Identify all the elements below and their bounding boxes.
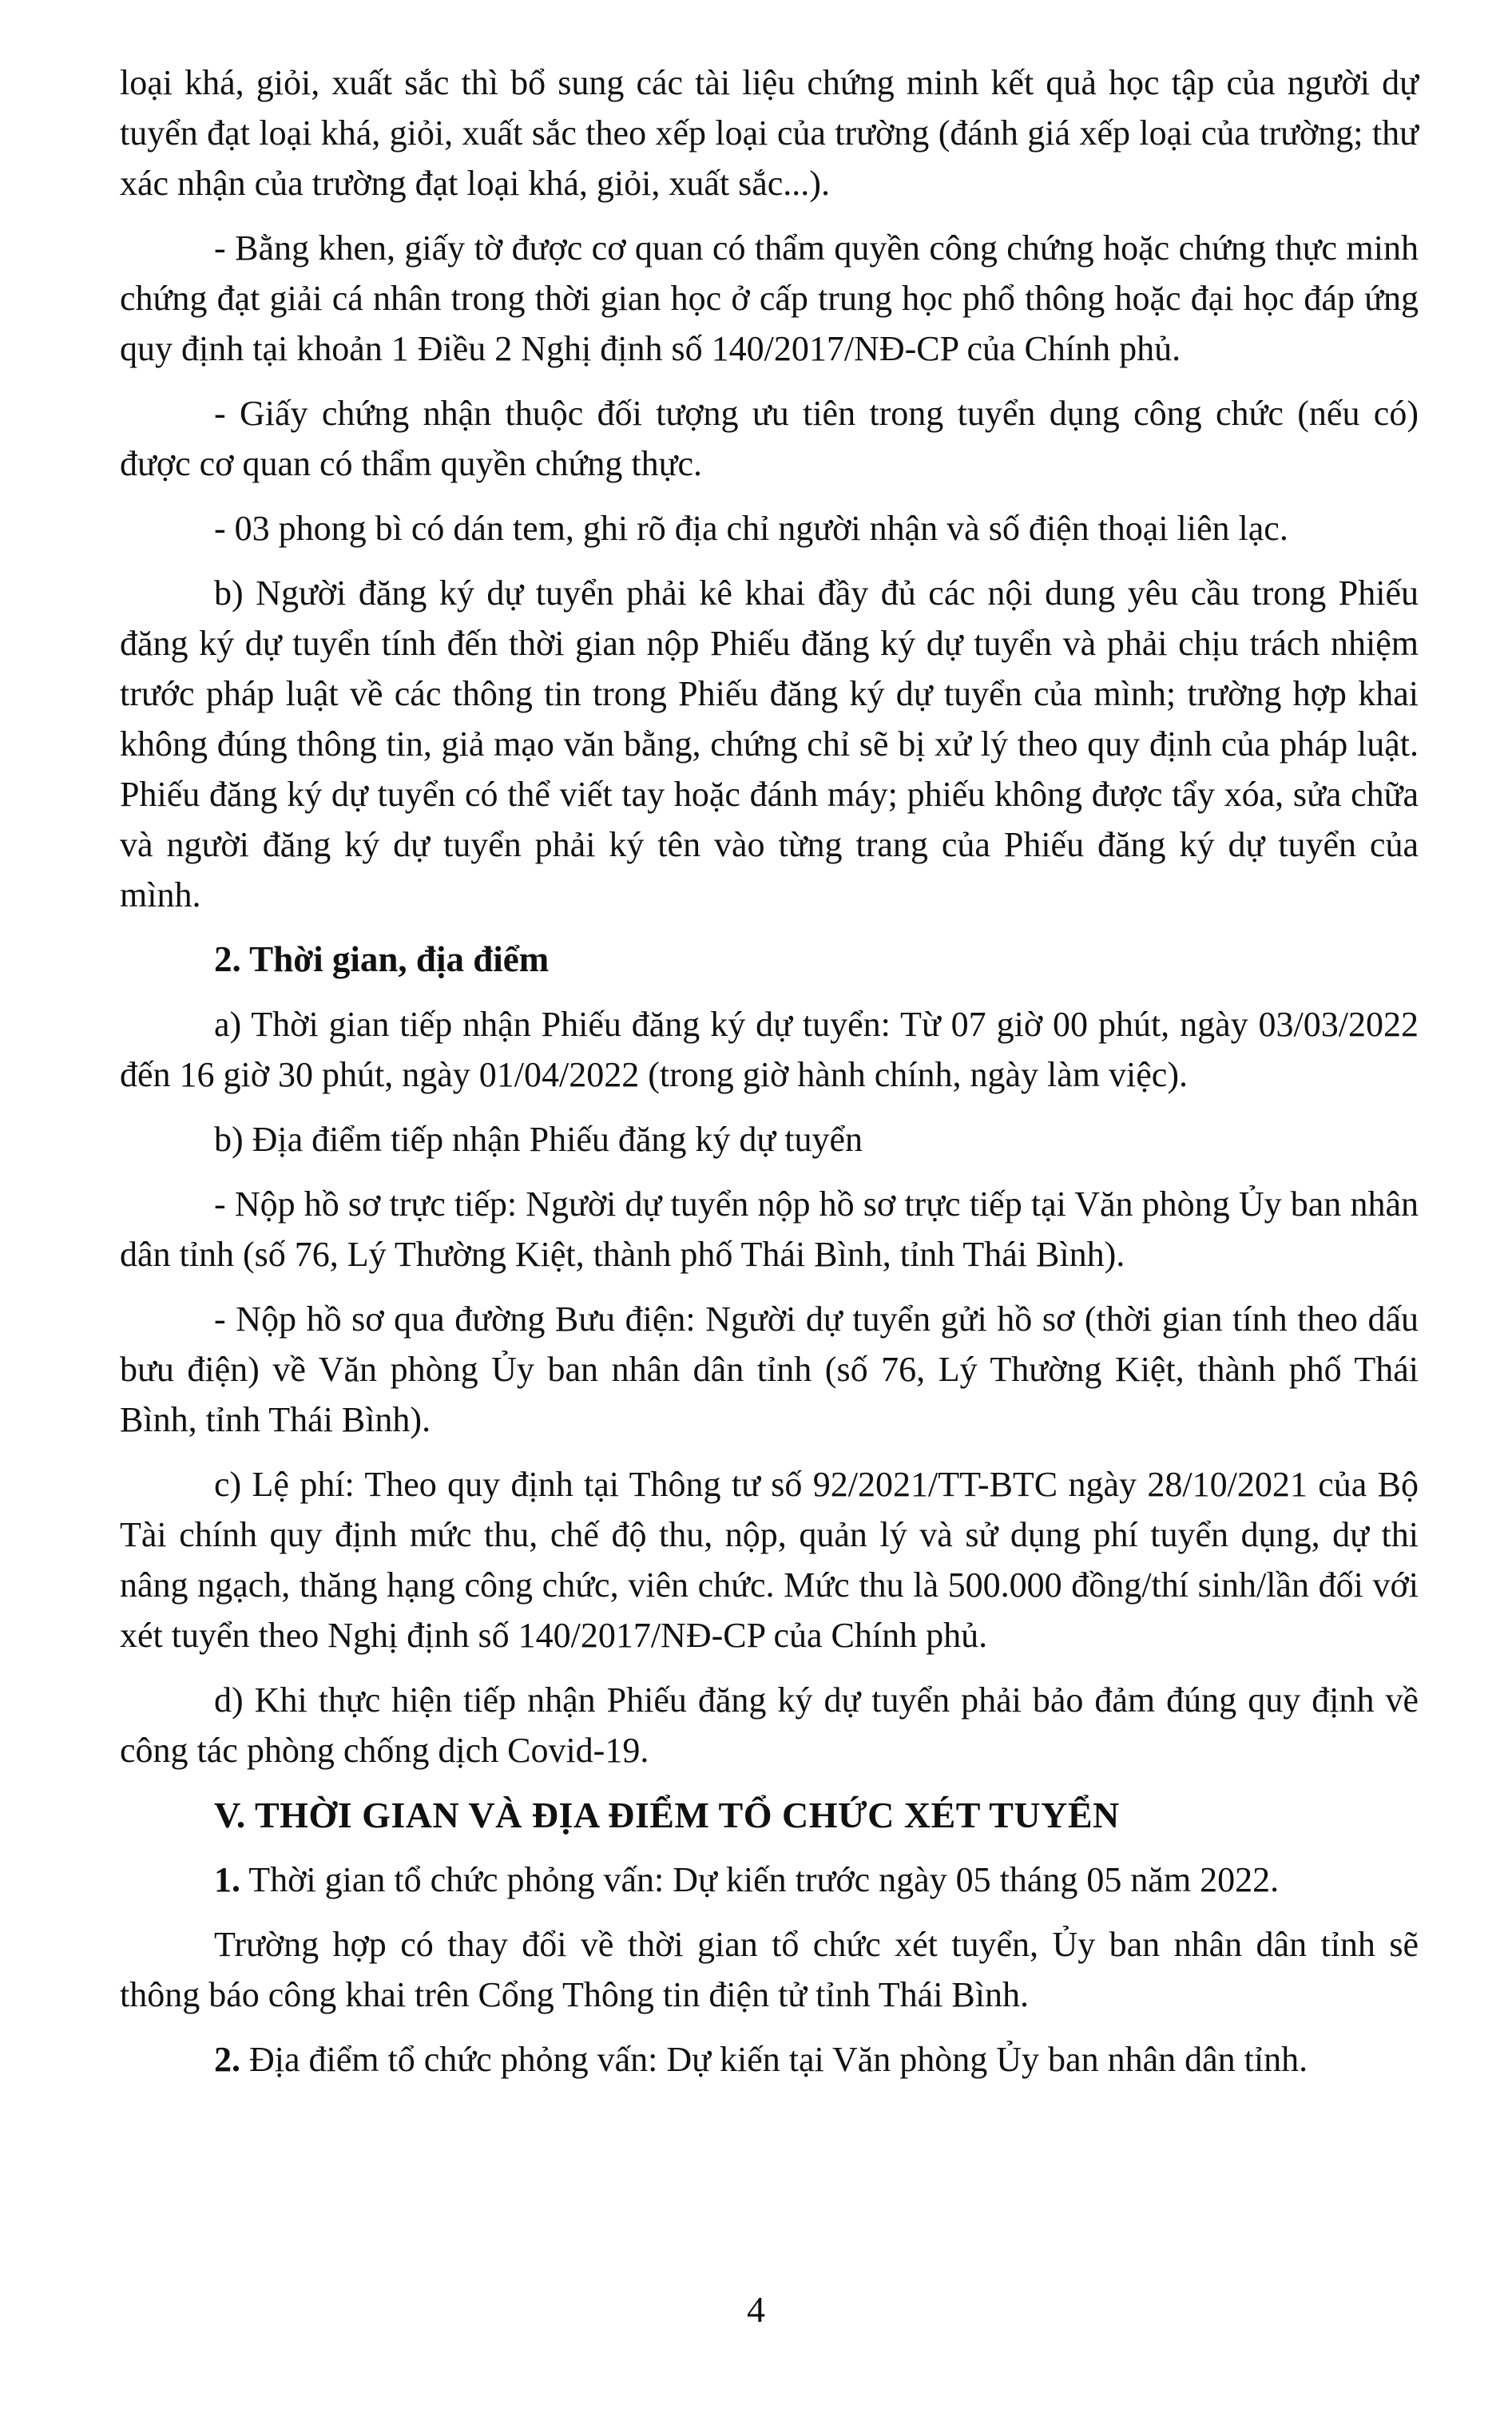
document-body	[120, 58, 1419, 2099]
item-number: 2.	[214, 2040, 240, 2079]
paragraph-registration-form-rules: b) Người đăng ký dự tuyển phải kê khai đầy đủ các nội dung yêu cầu trong Phiếu đăng ký dự tuyển tính đến thời gian nộp Phiếu đăng ký dự tuyển và phải chịu trách nhiệm trước pháp luật về các thông tin trong Phiếu đăng ký dự tuyển của mình; trường hợp khai không đúng thông tin, giả mạo văn bằng, chứng chỉ sẽ bị xử lý theo quy định của pháp luật. Phiếu đăng ký dự tuyển có thể viết tay hoặc đánh máy; phiếu không được tẩy xóa, sửa chữa và người đăng ký dự tuyển phải ký tên vào từng trang của Phiếu đăng ký dự tuyển của mình.	[120, 573, 1419, 914]
paragraph-schedule-change-notice: Trường hợp có thay đổi về thời gian tổ chức xét tuyển, Ủy ban nhân dân tỉnh sẽ thông báo công khai trên Cổng Thông tin điện tử tỉnh Thái Bình.	[120, 1925, 1419, 2014]
paragraph-priority-certificate: - Giấy chứng nhận thuộc đối tượng ưu tiên trong tuyển dụng công chức (nếu có) được cơ quan có thẩm quyền chứng thực.	[120, 394, 1419, 483]
paragraph-covid-compliance: d) Khi thực hiện tiếp nhận Phiếu đăng ký dự tuyển phải bảo đảm đúng quy định về công tác phòng chống dịch Covid-19.	[120, 1680, 1419, 1770]
paragraph-certificates-of-merit: - Bằng khen, giấy tờ được cơ quan có thẩm quyền công chứng hoặc chứng thực minh chứng đạt giải cá nhân trong thời gian học ở cấp trung học phổ thông hoặc đại học đáp ứng quy định tại khoản 1 Điều 2 Nghị định số 140/2017/NĐ-CP của Chính phủ.	[120, 228, 1419, 368]
item-text: Thời gian tổ chức phỏng vấn: Dự kiến trước ngày 05 tháng 05 năm 2022.	[248, 1860, 1280, 1899]
paragraph-fee: c) Lệ phí: Theo quy định tại Thông tư số 92/2021/TT-BTC ngày 28/10/2021 của Bộ Tài chính quy định mức thu, chế độ thu, nộp, quản lý và sử dụng phí tuyển dụng, dự thi nâng ngạch, thăng hạng công chức, viên chức. Mức thu là 500.000 đồng/thí sinh/lần đối với xét tuyển theo Nghị định số 140/2017/NĐ-CP của Chính phủ.	[120, 1465, 1419, 1655]
item-text: Địa điểm tổ chức phỏng vấn: Dự kiến tại Văn phòng Ủy ban nhân dân tỉnh.	[249, 2040, 1308, 2079]
section-heading-time-location: 2. Thời gian, địa điểm	[214, 939, 550, 979]
paragraph-receipt-time: a) Thời gian tiếp nhận Phiếu đăng ký dự tuyển: Từ 07 giờ 00 phút, ngày 03/03/2022 đến 16 giờ 30 phút, ngày 01/04/2022 (trong giờ hành chính, ngày làm việc).	[120, 1005, 1419, 1094]
paragraph-academic-results: loại khá, giỏi, xuất sắc thì bổ sung các tài liệu chứng minh kết quả học tập của người dự tuyển đạt loại khá, giỏi, xuất sắc theo xếp loại của trường (đánh giá xếp loại của trường; thư xác nhận của trường đạt loại khá, giỏi, xuất sắc...).	[120, 63, 1419, 203]
paragraph-postal-submission: - Nộp hồ sơ qua đường Bưu điện: Người dự tuyển gửi hồ sơ (thời gian tính theo dấu bưu điện) về Văn phòng Ủy ban nhân dân tỉnh (số 76, Lý Thường Kiệt, thành phố Thái Bình, tỉnh Thái Bình).	[120, 1299, 1419, 1439]
paragraph-receipt-location: b) Địa điểm tiếp nhận Phiếu đăng ký dự tuyển	[214, 1120, 863, 1159]
paragraph-direct-submission: - Nộp hồ sơ trực tiếp: Người dự tuyển nộp hồ sơ trực tiếp tại Văn phòng Ủy ban nhân dân tỉnh (số 76, Lý Thường Kiệt, thành phố Thái Bình, tỉnh Thái Bình).	[120, 1184, 1419, 1274]
paragraph-interview-location	[120, 2034, 1419, 2085]
item-number: 1.	[214, 1860, 240, 1899]
section-heading-interview-schedule: V. THỜI GIAN VÀ ĐỊA ĐIỂM TỔ CHỨC XÉT TUYỂN	[214, 1795, 1120, 1835]
paragraph-interview-time	[120, 1855, 1419, 1905]
page-number: 4	[747, 2289, 765, 2330]
paragraph-envelopes: - 03 phong bì có dán tem, ghi rõ địa chỉ người nhận và số điện thoại liên lạc.	[214, 509, 1288, 548]
